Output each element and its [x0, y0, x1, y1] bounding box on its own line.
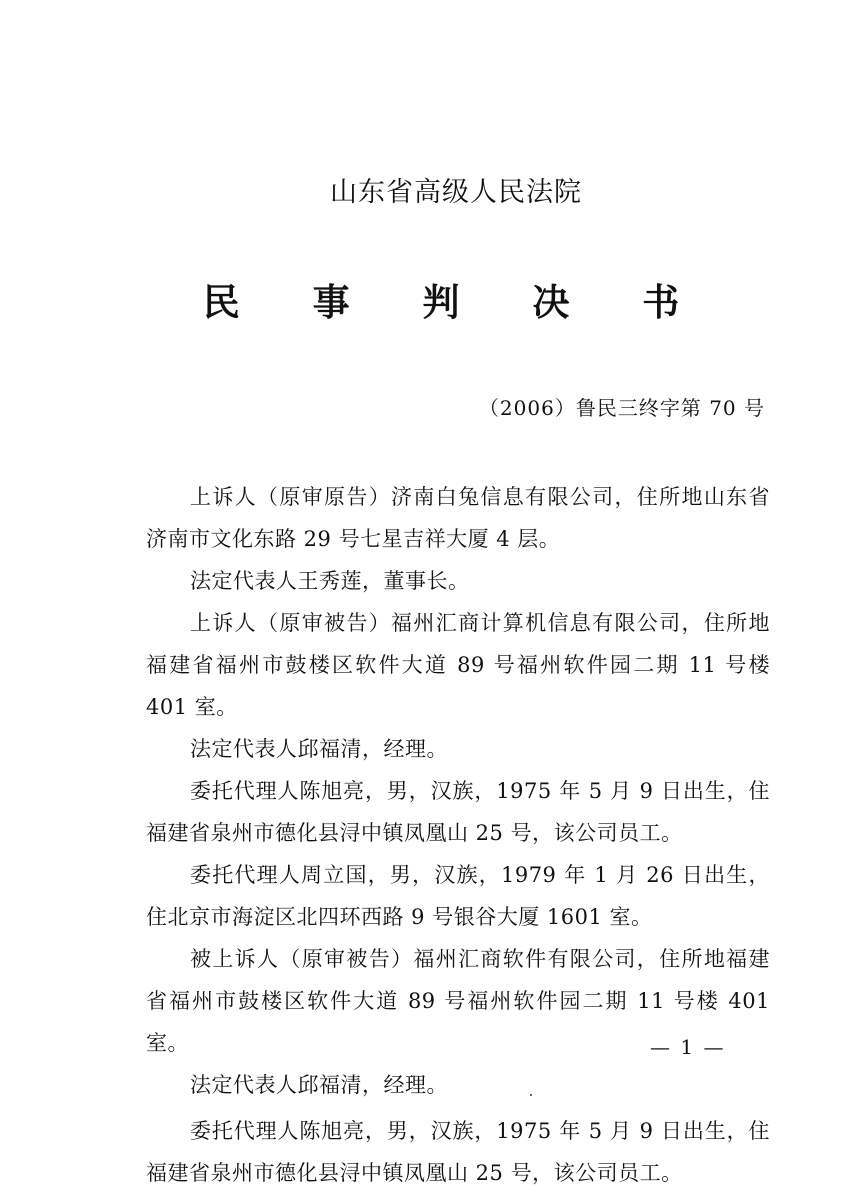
agent-1: 委托代理人陈旭亮，男，汉族，1975 年 5 月 9 日出生，住福建省泉州市德化县浔中镇凤凰山 25 号，该公司员工。	[146, 779, 770, 845]
legal-representative-1: 法定代表人王秀莲，董事长。	[190, 569, 470, 593]
document-body	[146, 476, 770, 1194]
court-name: 山东省高级人民法院	[330, 177, 582, 208]
legal-representative-3: 法定代表人邱福清，经理。	[190, 1073, 448, 1097]
document-title: 民 事 判 决 书	[202, 280, 710, 324]
agent-2: 委托代理人周立国，男，汉族，1979 年 1 月 26 日出生，住北京市海淀区北四环西路 9 号银谷大厦 1601 室。	[146, 863, 770, 929]
case-number: （2006）鲁民三终字第 70 号	[478, 396, 765, 420]
page-number: — 1 —	[650, 1035, 726, 1059]
legal-representative-2: 法定代表人邱福清，经理。	[190, 737, 448, 761]
party-appellant-2: 上诉人（原审被告）福州汇商计算机信息有限公司，住所地福建省福州市鼓楼区软件大道 89 号福州软件园二期 11 号楼 401 室。	[146, 611, 770, 719]
scan-speck	[530, 1094, 532, 1096]
party-appellee: 被上诉人（原审被告）福州汇商软件有限公司，住所地福建省福州市鼓楼区软件大道 89 号福州软件园二期 11 号楼 401 室。	[146, 947, 770, 1055]
agent-3: 委托代理人陈旭亮，男，汉族，1975 年 5 月 9 日出生，住福建省泉州市德化县浔中镇凤凰山 25 号，该公司员工。	[146, 1119, 770, 1185]
party-appellant-1: 上诉人（原审原告）济南白兔信息有限公司，住所地山东省济南市文化东路 29 号七星吉祥大厦 4 层。	[146, 485, 770, 551]
